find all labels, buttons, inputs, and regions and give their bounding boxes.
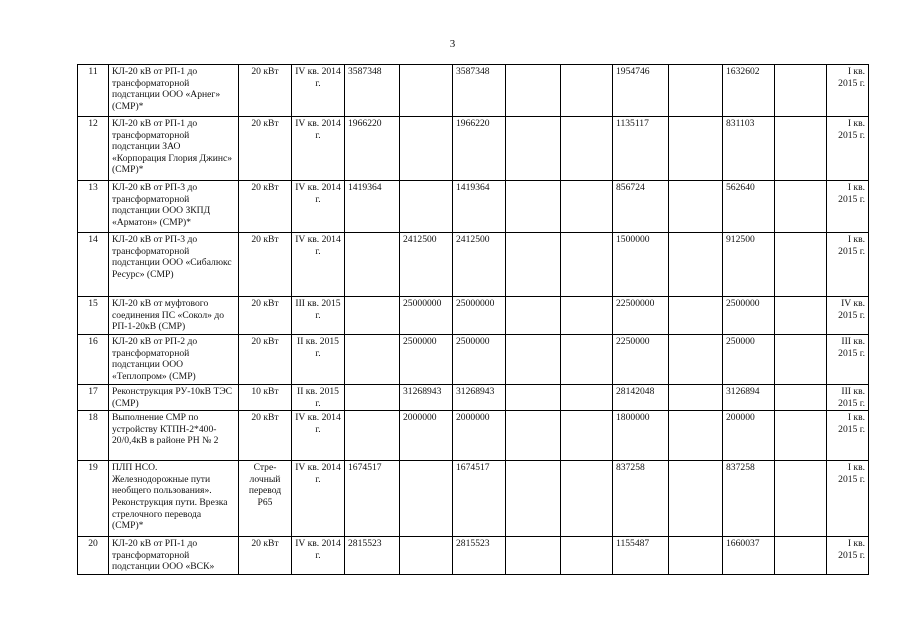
object-name: КЛ-20 кВ от муфтового соединения ПС «Сокол» до РП-1-20кВ (СМР) <box>109 297 239 335</box>
object-name: КЛ-20 кВ от РП-1 до трансформаторной подстанции ООО «Арнег» (СМР)* <box>109 65 239 117</box>
power-cell: 20 кВт <box>239 411 292 461</box>
empty-cell <box>506 385 561 411</box>
value-cell-6: 3126894 <box>723 385 775 411</box>
object-name: КЛ-20 кВ от РП-3 до трансформаторной подстанции ООО «Сибалюкс Ресурс» (СМР) <box>109 233 239 297</box>
power-cell: 20 кВт <box>239 233 292 297</box>
value-cell-6: 1660037 <box>723 537 775 575</box>
end-period-cell: I кв. 2015 г. <box>827 181 869 233</box>
empty-cell <box>669 181 723 233</box>
empty-cell <box>506 537 561 575</box>
investment-table <box>77 64 869 575</box>
value-cell-1 <box>345 233 400 297</box>
end-period-cell: III кв. 2015 г. <box>827 335 869 385</box>
object-name: ПЛП НСО. Железнодорожные пути необщего пользования». Реконструкция пути. Врезка стрелочного перевода (СМР)* <box>109 461 239 537</box>
empty-cell <box>561 65 613 117</box>
value-cell-2: 2000000 <box>400 411 453 461</box>
value-cell-1 <box>345 385 400 411</box>
empty-cell <box>506 297 561 335</box>
empty-cell <box>506 233 561 297</box>
object-name: КЛ-20 кВ от РП-1 до трансформаторной подстанции ЗАО «Корпорация Глория Джинс» (СМР)* <box>109 117 239 181</box>
empty-cell <box>561 233 613 297</box>
table-row <box>78 385 869 411</box>
value-cell-1: 1419364 <box>345 181 400 233</box>
empty-cell <box>506 335 561 385</box>
empty-cell <box>506 181 561 233</box>
row-number: 18 <box>78 411 109 461</box>
start-period-cell: IV кв. 2014 г. <box>292 233 345 297</box>
value-cell-5: 1800000 <box>613 411 669 461</box>
value-cell-5: 1500000 <box>613 233 669 297</box>
value-cell-3: 3587348 <box>453 65 506 117</box>
value-cell-6: 837258 <box>723 461 775 537</box>
power-cell: 20 кВт <box>239 537 292 575</box>
power-cell: 20 кВт <box>239 117 292 181</box>
table-body <box>78 65 869 575</box>
table-row <box>78 233 869 297</box>
table-row <box>78 537 869 575</box>
row-number: 11 <box>78 65 109 117</box>
empty-cell <box>561 181 613 233</box>
value-cell-2 <box>400 461 453 537</box>
object-name: Выполнение СМР по устройству КТПН-2*400-20/0,4кВ в районе РН № 2 <box>109 411 239 461</box>
value-cell-3: 1966220 <box>453 117 506 181</box>
value-cell-3: 2815523 <box>453 537 506 575</box>
empty-cell <box>775 297 827 335</box>
table-row <box>78 297 869 335</box>
empty-cell <box>775 537 827 575</box>
start-period-cell: IV кв. 2014 г. <box>292 537 345 575</box>
value-cell-3: 1674517 <box>453 461 506 537</box>
value-cell-1 <box>345 297 400 335</box>
empty-cell <box>669 385 723 411</box>
table-row <box>78 117 869 181</box>
object-name: Реконструкция РУ-10кВ ТЭС (СМР) <box>109 385 239 411</box>
value-cell-2 <box>400 537 453 575</box>
power-cell: 10 кВт <box>239 385 292 411</box>
start-period-cell: IV кв. 2014 г. <box>292 65 345 117</box>
empty-cell <box>561 461 613 537</box>
value-cell-2: 31268943 <box>400 385 453 411</box>
value-cell-6: 2500000 <box>723 297 775 335</box>
end-period-cell: I кв. 2015 г. <box>827 65 869 117</box>
value-cell-5: 22500000 <box>613 297 669 335</box>
empty-cell <box>669 411 723 461</box>
row-number: 15 <box>78 297 109 335</box>
value-cell-2 <box>400 65 453 117</box>
empty-cell <box>669 335 723 385</box>
power-cell: 20 кВт <box>239 65 292 117</box>
power-cell: 20 кВт <box>239 335 292 385</box>
empty-cell <box>561 411 613 461</box>
start-period-cell: IV кв. 2014 г. <box>292 461 345 537</box>
value-cell-3: 31268943 <box>453 385 506 411</box>
row-number: 13 <box>78 181 109 233</box>
table-row <box>78 461 869 537</box>
value-cell-2 <box>400 117 453 181</box>
value-cell-6: 831103 <box>723 117 775 181</box>
value-cell-5: 1135117 <box>613 117 669 181</box>
empty-cell <box>506 461 561 537</box>
empty-cell <box>561 385 613 411</box>
empty-cell <box>561 297 613 335</box>
empty-cell <box>669 537 723 575</box>
empty-cell <box>775 385 827 411</box>
empty-cell <box>775 461 827 537</box>
empty-cell <box>669 233 723 297</box>
value-cell-5: 856724 <box>613 181 669 233</box>
value-cell-6: 200000 <box>723 411 775 461</box>
empty-cell <box>561 335 613 385</box>
page-number: 3 <box>449 38 456 50</box>
empty-cell <box>775 335 827 385</box>
row-number: 19 <box>78 461 109 537</box>
row-number: 17 <box>78 385 109 411</box>
power-cell: 20 кВт <box>239 181 292 233</box>
object-name: КЛ-20 кВ от РП-2 до трансформаторной подстанции ООО «Теплопром» (СМР) <box>109 335 239 385</box>
value-cell-6: 1632602 <box>723 65 775 117</box>
value-cell-1: 3587348 <box>345 65 400 117</box>
end-period-cell: III кв. 2015 г. <box>827 385 869 411</box>
value-cell-1 <box>345 411 400 461</box>
empty-cell <box>775 117 827 181</box>
value-cell-5: 1954746 <box>613 65 669 117</box>
empty-cell <box>506 411 561 461</box>
row-number: 20 <box>78 537 109 575</box>
value-cell-1: 1966220 <box>345 117 400 181</box>
start-period-cell: II кв. 2015 г. <box>292 385 345 411</box>
value-cell-2: 25000000 <box>400 297 453 335</box>
value-cell-2 <box>400 181 453 233</box>
empty-cell <box>506 117 561 181</box>
empty-cell <box>669 461 723 537</box>
empty-cell <box>561 117 613 181</box>
end-period-cell: I кв. 2015 г. <box>827 233 869 297</box>
empty-cell <box>506 65 561 117</box>
table-row <box>78 181 869 233</box>
value-cell-5: 2250000 <box>613 335 669 385</box>
table-row <box>78 411 869 461</box>
empty-cell <box>669 297 723 335</box>
value-cell-5: 28142048 <box>613 385 669 411</box>
end-period-cell: I кв. 2015 г. <box>827 117 869 181</box>
value-cell-6: 912500 <box>723 233 775 297</box>
table-row <box>78 335 869 385</box>
start-period-cell: IV кв. 2014 г. <box>292 181 345 233</box>
table-row <box>78 65 869 117</box>
object-name: КЛ-20 кВ от РП-1 до трансформаторной подстанции ООО «ВСК» <box>109 537 239 575</box>
value-cell-3: 1419364 <box>453 181 506 233</box>
value-cell-2: 2500000 <box>400 335 453 385</box>
empty-cell <box>775 233 827 297</box>
empty-cell <box>561 537 613 575</box>
empty-cell <box>775 65 827 117</box>
power-cell: 20 кВт <box>239 297 292 335</box>
value-cell-6: 250000 <box>723 335 775 385</box>
power-cell: Стре-лочный перевод Р65 <box>239 461 292 537</box>
empty-cell <box>669 117 723 181</box>
value-cell-1: 2815523 <box>345 537 400 575</box>
start-period-cell: IV кв. 2014 г. <box>292 117 345 181</box>
row-number: 12 <box>78 117 109 181</box>
value-cell-3: 25000000 <box>453 297 506 335</box>
start-period-cell: II кв. 2015 г. <box>292 335 345 385</box>
value-cell-5: 1155487 <box>613 537 669 575</box>
start-period-cell: III кв. 2015 г. <box>292 297 345 335</box>
empty-cell <box>775 181 827 233</box>
empty-cell <box>669 65 723 117</box>
end-period-cell: I кв. 2015 г. <box>827 411 869 461</box>
start-period-cell: IV кв. 2014 г. <box>292 411 345 461</box>
value-cell-3: 2500000 <box>453 335 506 385</box>
empty-cell <box>775 411 827 461</box>
value-cell-3: 2000000 <box>453 411 506 461</box>
object-name: КЛ-20 кВ от РП-3 до трансформаторной подстанции ООО ЗКПД «Арматон» (СМР)* <box>109 181 239 233</box>
value-cell-5: 837258 <box>613 461 669 537</box>
end-period-cell: IV кв. 2015 г. <box>827 297 869 335</box>
value-cell-1 <box>345 335 400 385</box>
end-period-cell: I кв. 2015 г. <box>827 537 869 575</box>
row-number: 16 <box>78 335 109 385</box>
value-cell-2: 2412500 <box>400 233 453 297</box>
row-number: 14 <box>78 233 109 297</box>
value-cell-3: 2412500 <box>453 233 506 297</box>
value-cell-6: 562640 <box>723 181 775 233</box>
value-cell-1: 1674517 <box>345 461 400 537</box>
end-period-cell: I кв. 2015 г. <box>827 461 869 537</box>
